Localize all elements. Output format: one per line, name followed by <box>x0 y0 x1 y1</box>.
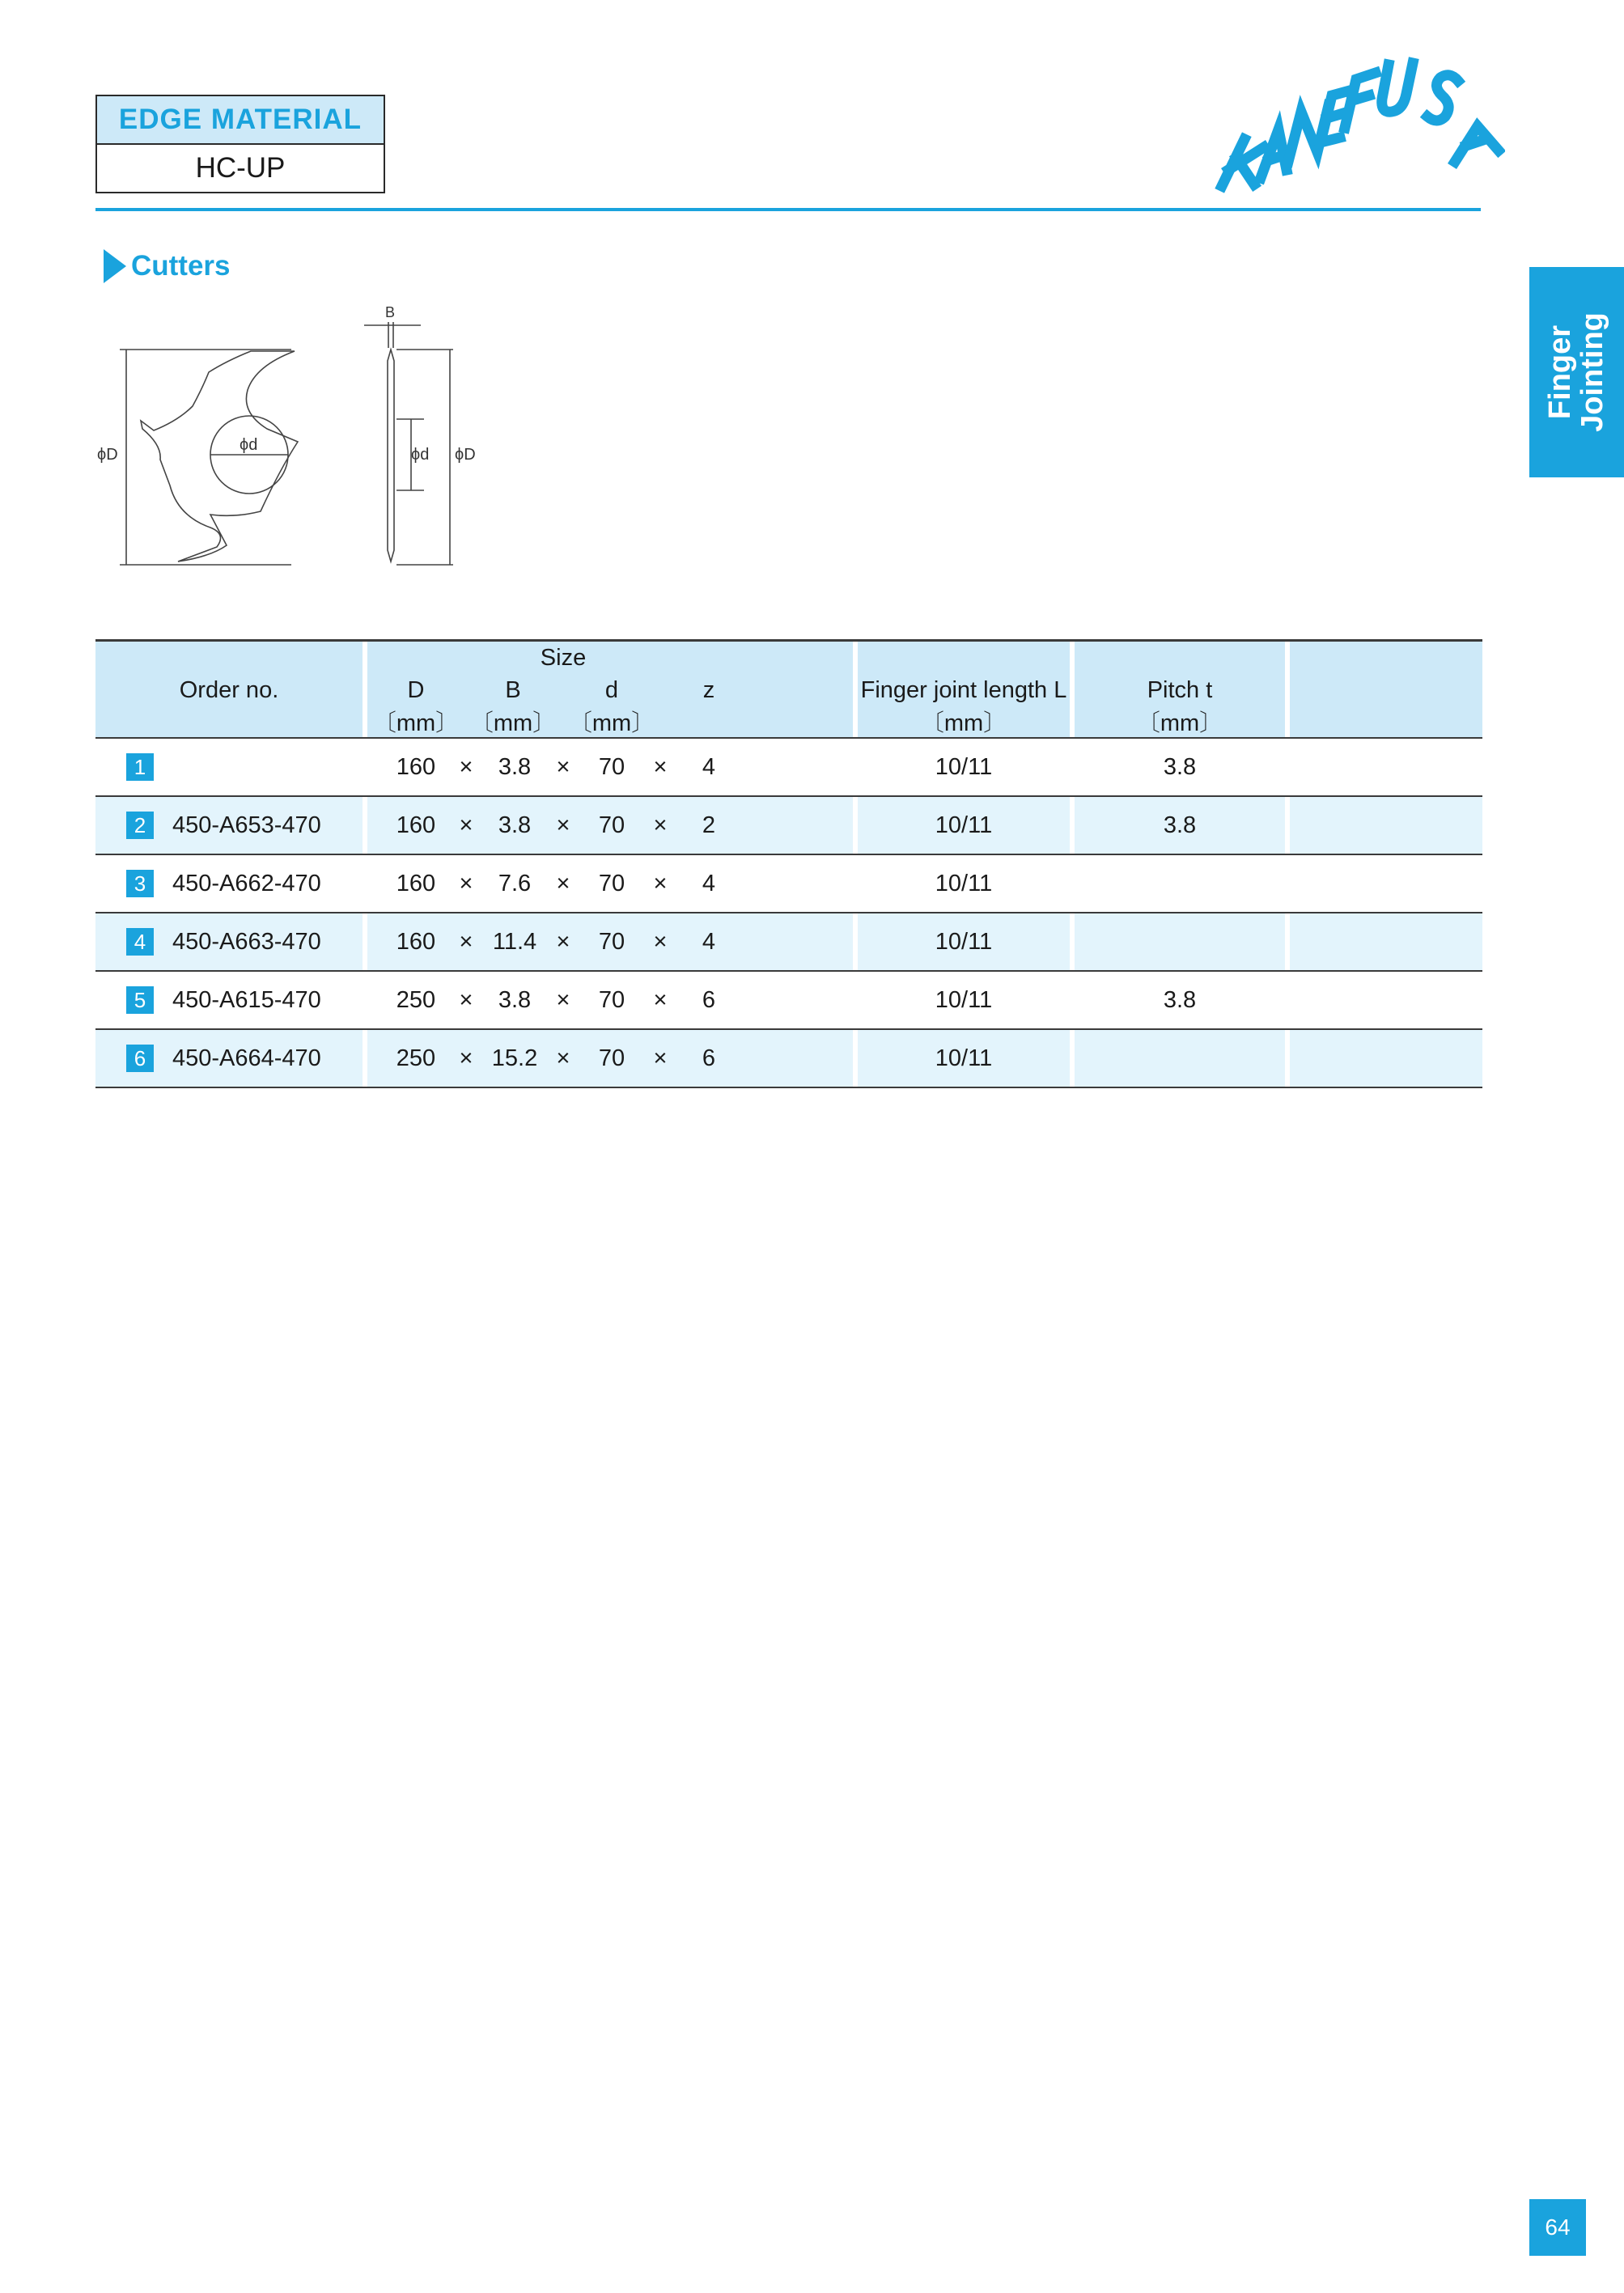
edge-material-value: HC-UP <box>195 152 286 184</box>
side-tab <box>1529 267 1624 477</box>
times-sign: × <box>653 812 668 838</box>
times-sign: × <box>556 754 570 780</box>
cell-B: 15.2 <box>491 1045 538 1071</box>
header-D-unit: 〔mm〕 <box>372 710 460 736</box>
cell-B: 3.8 <box>498 754 532 780</box>
table-header <box>95 639 1482 739</box>
cell-order-no: 450-A653-470 <box>172 812 321 838</box>
cell-finger-length: 10/11 <box>935 987 993 1013</box>
table-row <box>95 855 1482 913</box>
cell-order-no: 450-A664-470 <box>172 1045 321 1071</box>
table-row <box>95 972 1482 1030</box>
cell-D: 250 <box>396 1045 436 1071</box>
times-sign: × <box>653 929 668 955</box>
cell-finger-length: 10/11 <box>935 929 993 955</box>
header-pitch-unit: 〔mm〕 <box>1136 710 1223 736</box>
times-sign: × <box>459 812 473 838</box>
header-B: B <box>505 677 521 703</box>
header-pitch: Pitch t <box>1147 677 1213 703</box>
row-number-badge: 6 <box>126 1045 154 1072</box>
table-row <box>95 797 1482 855</box>
cell-finger-length: 10/11 <box>935 754 993 780</box>
cell-D: 250 <box>396 987 436 1013</box>
cell-D: 160 <box>396 812 436 838</box>
times-sign: × <box>556 871 570 896</box>
page-number: 64 <box>1529 2199 1586 2256</box>
cell-D: 160 <box>396 929 436 955</box>
times-sign: × <box>459 987 473 1013</box>
cell-order-no: 450-A662-470 <box>172 871 321 896</box>
row-number-badge: 1 <box>126 753 154 781</box>
cell-pitch: 3.8 <box>1163 987 1197 1013</box>
cell-z: 6 <box>702 1045 716 1071</box>
cell-d: 70 <box>598 812 625 838</box>
kanefusa-logo <box>1198 49 1505 194</box>
row-number-badge: 4 <box>126 928 154 956</box>
times-sign: × <box>653 1045 668 1071</box>
cell-finger-length: 10/11 <box>935 1045 993 1071</box>
times-sign: × <box>459 1045 473 1071</box>
header-B-unit: 〔mm〕 <box>469 710 557 736</box>
times-sign: × <box>556 1045 570 1071</box>
cell-z: 4 <box>702 871 716 896</box>
edge-material-box <box>95 95 385 193</box>
dim-label-phid-front: ϕd <box>240 436 258 454</box>
table-row <box>95 913 1482 972</box>
table-body <box>95 739 1482 1088</box>
cell-pitch: 3.8 <box>1163 754 1197 780</box>
cell-d: 70 <box>598 929 625 955</box>
header-order-no: Order no. <box>179 677 279 703</box>
cell-z: 6 <box>702 987 716 1013</box>
header-D: D <box>407 677 425 703</box>
times-sign: × <box>459 754 473 780</box>
cell-z: 4 <box>702 929 716 955</box>
cell-B: 3.8 <box>498 812 532 838</box>
cell-order-no: 450-A663-470 <box>172 929 321 955</box>
cell-d: 70 <box>598 987 625 1013</box>
times-sign: × <box>459 929 473 955</box>
triangle-marker-icon <box>104 249 126 283</box>
header-finger-length: Finger joint length L <box>860 677 1067 703</box>
cell-pitch: 3.8 <box>1163 812 1197 838</box>
cell-z: 2 <box>702 812 716 838</box>
table-row <box>95 739 1482 797</box>
cell-D: 160 <box>396 754 436 780</box>
edge-material-label: EDGE MATERIAL <box>97 96 384 145</box>
cell-d: 70 <box>598 1045 625 1071</box>
dim-label-phid-side: ϕd <box>411 446 430 464</box>
times-sign: × <box>459 871 473 896</box>
cell-B: 3.8 <box>498 987 532 1013</box>
cutters-table <box>95 639 1482 1088</box>
cutter-drawing <box>89 299 494 574</box>
cell-finger-length: 10/11 <box>935 812 993 838</box>
cell-d: 70 <box>598 754 625 780</box>
cell-z: 4 <box>702 754 716 780</box>
header-rule <box>95 208 1481 211</box>
row-number-badge: 3 <box>126 870 154 897</box>
row-number-badge: 5 <box>126 986 154 1014</box>
table-row <box>95 1030 1482 1088</box>
times-sign: × <box>653 754 668 780</box>
header-z: z <box>702 677 715 703</box>
times-sign: × <box>556 812 570 838</box>
times-sign: × <box>653 871 668 896</box>
cell-D: 160 <box>396 871 436 896</box>
row-number-badge: 2 <box>126 812 154 839</box>
times-sign: × <box>653 987 668 1013</box>
side-tab-text: Finger Jointing <box>1543 312 1609 432</box>
header-d-unit: 〔mm〕 <box>568 710 655 736</box>
cell-d: 70 <box>598 871 625 896</box>
section-heading <box>104 249 231 283</box>
cell-B: 11.4 <box>492 929 537 955</box>
section-title: Cutters <box>131 250 231 282</box>
dim-label-phiD-front: ϕD <box>97 446 118 464</box>
cell-finger-length: 10/11 <box>935 871 993 896</box>
header-finger-unit: 〔mm〕 <box>920 710 1007 736</box>
cell-order-no: 450-A615-470 <box>172 987 321 1013</box>
times-sign: × <box>556 987 570 1013</box>
dim-label-phiD-side: ϕD <box>455 446 476 464</box>
times-sign: × <box>556 929 570 955</box>
cell-B: 7.6 <box>498 871 532 896</box>
dim-label-B: B <box>385 304 396 320</box>
header-size: Size <box>540 645 587 671</box>
header-d: d <box>604 677 619 703</box>
